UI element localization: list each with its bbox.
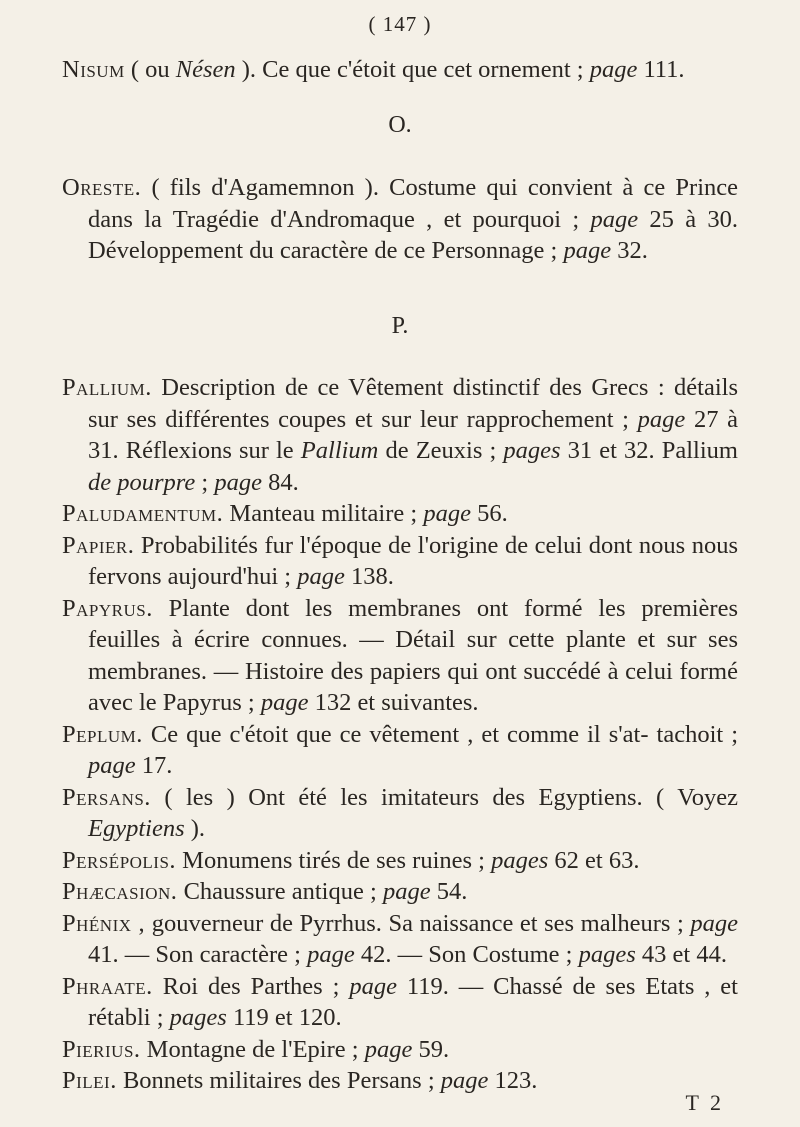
index-block-p (62, 372, 738, 1097)
entry-head: Pallium. (62, 374, 152, 401)
entry-papier: Papier. Probabilités fur l'époque de l'origine de celui dont nous nous fervons aujourd'hui ; page 138. (62, 531, 738, 590)
entry-head: Persépolis. (62, 846, 177, 874)
entry-head: Phæcasion. (62, 878, 178, 905)
entry-head: Pierius. (62, 1035, 141, 1063)
entry-head: Nisum (62, 56, 125, 83)
entry-persepolis: Persépolis. Monumens tirés de ses ruines ; pages 62 et 63. (62, 846, 640, 874)
signature-mark: T 2 (685, 1090, 724, 1115)
entry-phraate: Phraate. Roi des Parthes ; page 119. — Chassé de ses Etats , et rétabli ; pages 119 et 120. (62, 972, 738, 1031)
entry-oreste: Oreste. ( fils d'Agamemnon ). Costume qui convient à ce Prince dans la Tragédie d'Andromaque , et pourquoi ; page 25 à 30. Développement du caractère de ce Personnage ; page 32. (62, 174, 738, 264)
entry-persans: Persans. ( les ) Ont été les imitateurs des Egyptiens. ( Voyez Egyptiens ). (62, 783, 738, 842)
entry-pilei: Pilei. Bonnets militaires des Persans ; page 123. (62, 1067, 538, 1094)
entry-pallium: Pallium. Description de ce Vêtement distinctif des Grecs : détails sur ses différentes coupes et sur leur rapprochement ; page 27 à 31. Réflexions sur le Pallium de Zeuxis ; pages 31 et 32. Pallium de pourpre ; page 84. (62, 374, 738, 496)
entry-head: Papier. (62, 531, 135, 559)
entry-nisum: Nisum ( ou Nésen ). Ce que c'étoit que cet ornement ; page 111. (62, 56, 685, 83)
entry-head: Peplum. (62, 720, 143, 748)
entry-head: Papyrus. (62, 594, 153, 622)
entry-head: Paludamentum. (62, 500, 224, 527)
entry-head: Phénix , (62, 909, 146, 937)
entry-head: Pilei. (62, 1067, 117, 1094)
entry-phaecasion: Phæcasion. Chaussure antique ; page 54. (62, 878, 468, 905)
entry-paludamentum: Paludamentum. Manteau militaire ; page 56. (62, 500, 508, 527)
entry-head: Oreste. (62, 174, 142, 201)
letter-heading-o-block (62, 110, 738, 142)
entry-pierius: Pierius. Montagne de l'Epire ; page 59. (62, 1035, 450, 1063)
letter-heading-p: P. (391, 313, 409, 339)
letter-heading-o: O. (388, 112, 412, 138)
entry-head: Phraate. (62, 972, 153, 1000)
page-number: ( 147 ) (368, 12, 432, 36)
index-block-o (62, 172, 738, 267)
letter-heading-p-block (62, 311, 738, 343)
entry-head: Persans. (62, 783, 151, 811)
entry-papyrus: Papyrus. Plante dont les membranes ont formé les premières feuilles à écrire connues. — Détail sur cette plante et sur ses membranes. — Histoire des papiers qui ont succédé à celui formé avec le Papyrus ; page 132 et suivantes. (62, 594, 738, 716)
entry-peplum: Peplum. Ce que c'étoit que ce vêtement , et comme il s'at- tachoit ; page 17. (62, 720, 738, 779)
index-block-n (62, 54, 738, 86)
entry-phenix: Phénix , gouverneur de Pyrrhus. Sa naissance et ses malheurs ; page 41. — Son caractère ; page 42. — Son Costume ; pages 43 et 44. (62, 909, 738, 968)
